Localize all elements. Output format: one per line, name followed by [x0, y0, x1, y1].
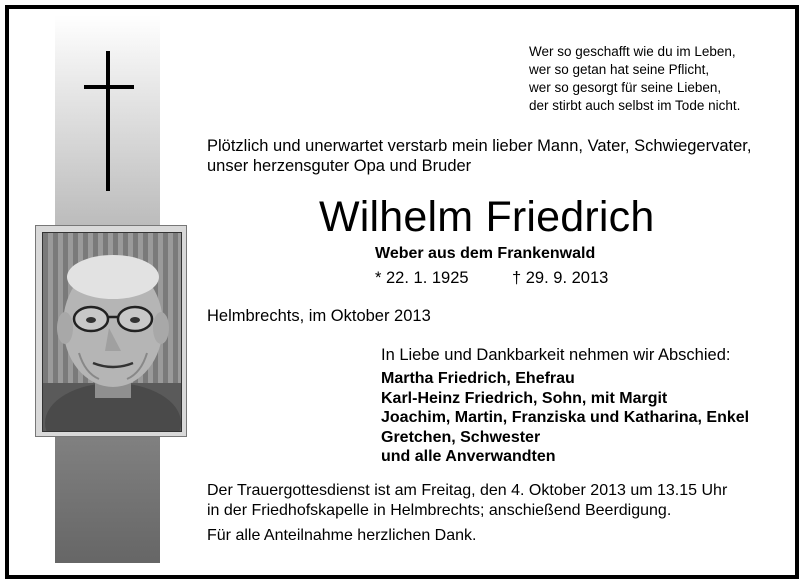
list-item: Karl-Heinz Friedrich, Sohn, mit Margit: [381, 389, 668, 407]
portrait-photo: [42, 232, 182, 432]
funeral-service-info: [207, 481, 727, 521]
list-item: Joachim, Martin, Franziska und Katharina, Enkel: [381, 409, 750, 426]
mourners-list: [381, 369, 749, 467]
poem-line: der stirbt auch selbst im Tode nicht.: [529, 98, 741, 113]
deceased-occupation: Weber aus dem Frankenwald: [375, 245, 596, 262]
portrait-frame: [35, 225, 187, 437]
intro-line: unser herzensguter Opa und Bruder: [207, 157, 472, 175]
obituary-notice: [5, 5, 799, 579]
service-line: Der Trauergottesdienst ist am Freitag, den 4. Oktober 2013 um 13.15 Uhr: [207, 482, 728, 499]
service-line: in der Friedhofskapelle in Helmbrechts; anschießend Beerdigung.: [207, 502, 672, 519]
poem-line: Wer so geschafft wie du im Leben,: [529, 44, 736, 59]
intro-line: Plötzlich und unerwartet verstarb mein lieber Mann, Vater, Schwiegervater,: [207, 137, 752, 155]
poem: [529, 43, 740, 115]
thanks-text: Für alle Anteilnahme herzlichen Dank.: [207, 527, 477, 544]
cross-icon-bar: [84, 85, 134, 89]
poem-line: wer so getan hat seine Pflicht,: [529, 62, 710, 77]
place-date: Helmbrechts, im Oktober 2013: [207, 307, 431, 325]
intro-text: [207, 136, 751, 176]
cross-icon: [106, 51, 110, 191]
list-item: Gretchen, Schwester: [381, 428, 541, 446]
deceased-name: Wilhelm Friedrich: [319, 193, 655, 241]
poem-line: wer so gesorgt für seine Lieben,: [529, 80, 722, 95]
birth-date: * 22. 1. 1925: [375, 269, 469, 287]
list-item: und alle Anverwandten: [381, 448, 556, 465]
list-item: Martha Friedrich, Ehefrau: [381, 370, 575, 387]
death-date: † 29. 9. 2013: [512, 269, 609, 287]
farewell-text: In Liebe und Dankbarkeit nehmen wir Abschied:: [381, 346, 731, 364]
